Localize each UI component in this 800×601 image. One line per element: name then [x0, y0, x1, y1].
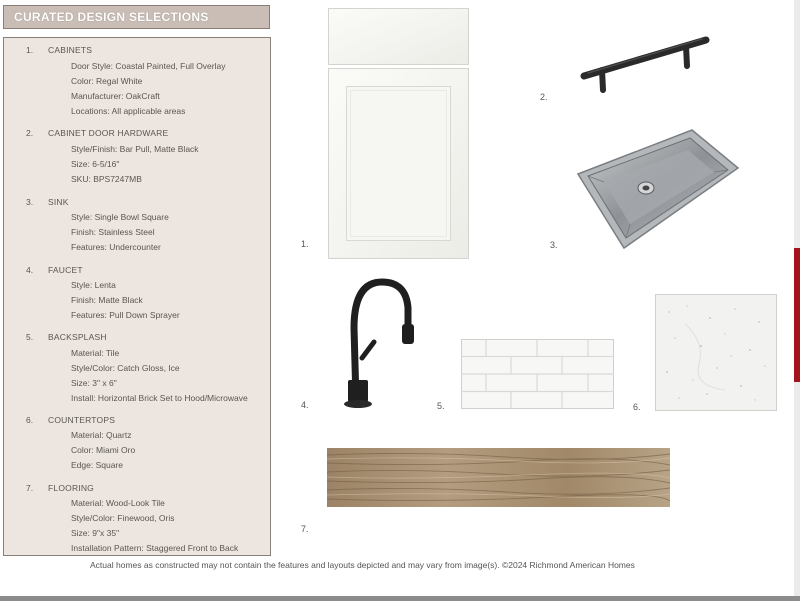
quartz-countertop-image — [655, 294, 777, 411]
detail-line: Style/Color: Finewood, Oris — [71, 513, 175, 523]
detail-line: Style/Finish: Bar Pull, Matte Black — [71, 144, 199, 154]
detail-line: Style/Color: Catch Gloss, Ice — [71, 363, 180, 373]
detail-line: Size: 3" x 6" — [71, 378, 117, 388]
detail-line: Size: 6-5/16" — [71, 159, 120, 169]
detail-line: Edge: Square — [71, 460, 123, 470]
detail-line: Material: Wood-Look Tile — [71, 498, 165, 508]
detail-line: Material: Tile — [71, 348, 120, 358]
detail-line: Material: Quartz — [71, 430, 132, 440]
section-number-hardware: 2. — [26, 128, 34, 138]
stainless-sink-image — [574, 126, 742, 252]
detail-line: SKU: BPS7247MB — [71, 174, 142, 184]
detail-line: Locations: All applicable areas — [71, 106, 186, 116]
detail-line: Features: Pull Down Sprayer — [71, 310, 180, 320]
caption-1: 1. — [301, 239, 309, 249]
caption-7: 7. — [301, 524, 309, 534]
page-header — [3, 5, 270, 29]
detail-line: Size: 9"x 35" — [71, 528, 120, 538]
wood-flooring-image — [327, 448, 670, 507]
section-title-flooring: FLOORING — [48, 483, 94, 493]
section-title-faucet: FAUCET — [48, 265, 83, 275]
caption-5: 5. — [437, 401, 445, 411]
section-title-cabinets: CABINETS — [48, 45, 93, 55]
page-title: CURATED DESIGN SELECTIONS — [14, 10, 209, 24]
caption-2: 2. — [540, 92, 548, 102]
section-number-countertops: 6. — [26, 415, 34, 425]
section-number-backsplash: 5. — [26, 332, 34, 342]
detail-line: Manufacturer: OakCraft — [71, 91, 160, 101]
cabinet-door-image — [328, 8, 470, 260]
section-title-hardware: CABINET DOOR HARDWARE — [48, 128, 169, 138]
detail-line: Finish: Stainless Steel — [71, 227, 155, 237]
caption-6: 6. — [633, 402, 641, 412]
detail-line: Door Style: Coastal Painted, Full Overlay — [71, 61, 226, 71]
detail-line: Style: Single Bowl Square — [71, 212, 169, 222]
section-number-sink: 3. — [26, 197, 34, 207]
right-edge-bar — [794, 0, 800, 601]
section-title-sink: SINK — [48, 197, 69, 207]
section-title-backsplash: BACKSPLASH — [48, 332, 107, 342]
caption-4: 4. — [301, 400, 309, 410]
selections-panel — [3, 37, 271, 556]
section-title-countertops: COUNTERTOPS — [48, 415, 116, 425]
caption-3: 3. — [550, 240, 558, 250]
detail-line: Color: Miami Oro — [71, 445, 136, 455]
detail-line: Installation Pattern: Staggered Front to Back — [71, 543, 239, 553]
detail-line: Install: Horizontal Brick Set to Hood/Microwave — [71, 393, 248, 403]
faucet-image — [332, 270, 422, 410]
backsplash-tile-image — [461, 339, 614, 409]
detail-line: Style: Lenta — [71, 280, 116, 290]
section-number-faucet: 4. — [26, 265, 34, 275]
bar-pull-handle-image — [576, 26, 714, 98]
section-number-cabinets: 1. — [26, 45, 34, 55]
accent-strip — [794, 248, 800, 382]
detail-line: Features: Undercounter — [71, 242, 161, 252]
bottom-edge-bar — [0, 596, 800, 601]
footer-disclaimer: Actual homes as constructed may not contain the features and layouts depicted and may vary from image(s). ©2024 Richmond American Homes — [90, 560, 635, 570]
detail-line: Color: Regal White — [71, 76, 143, 86]
detail-line: Finish: Matte Black — [71, 295, 143, 305]
section-number-flooring: 7. — [26, 483, 34, 493]
